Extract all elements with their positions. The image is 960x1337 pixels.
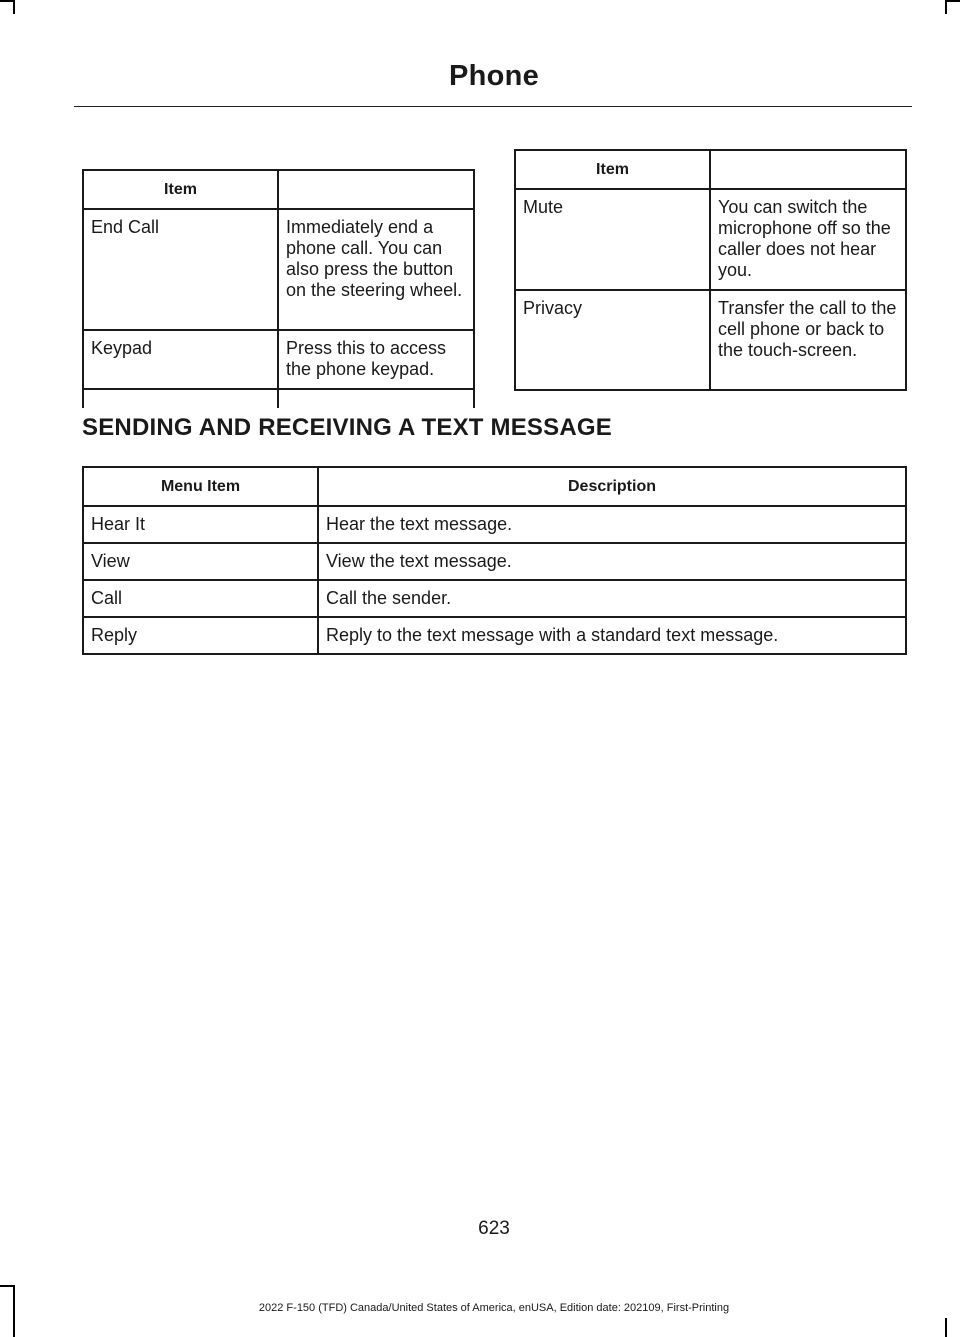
cell-description: Reply to the text message with a standard text message.	[318, 617, 906, 654]
table-row	[83, 617, 906, 654]
table-row	[83, 580, 906, 617]
cell-item: Privacy	[515, 290, 710, 390]
cell-empty	[83, 389, 278, 408]
page-title: Phone	[448, 60, 540, 92]
edition-footer: 2022 F-150 (TFD) Canada/United States of America, enUSA, Edition date: 202109, First-Printing	[258, 1302, 730, 1314]
cell-item: Hear It	[83, 506, 318, 543]
table-row	[83, 506, 906, 543]
column-header-description	[278, 170, 474, 209]
table-row-continued	[83, 389, 474, 408]
section-heading: SENDING AND RECEIVING A TEXT MESSAGE	[82, 414, 612, 441]
cell-description: Transfer the call to the cell phone or back to the touch-screen.	[710, 290, 906, 390]
page-number: 623	[478, 1218, 510, 1239]
cell-item: Mute	[515, 189, 710, 290]
table-row	[83, 330, 474, 389]
cell-empty	[278, 389, 474, 408]
cell-description: View the text message.	[318, 543, 906, 580]
crop-mark	[0, 1285, 13, 1287]
phone-controls-table-right	[514, 149, 907, 391]
column-header-description: Description	[318, 467, 906, 506]
cell-description: You can switch the microphone off so the caller does not hear you.	[710, 189, 906, 290]
header-divider	[74, 106, 912, 107]
cell-item: View	[83, 543, 318, 580]
phone-controls-table-left	[82, 169, 475, 408]
table-row	[515, 290, 906, 390]
table-row	[515, 189, 906, 290]
table-header-row	[83, 467, 906, 506]
cell-item: Call	[83, 580, 318, 617]
column-header-menu-item: Menu Item	[83, 467, 318, 506]
cell-description: Press this to access the phone keypad.	[278, 330, 474, 389]
table-row	[83, 209, 474, 330]
column-header-item: Item	[515, 150, 710, 189]
column-header-item: Item	[83, 170, 278, 209]
crop-mark	[945, 1318, 947, 1337]
column-header-description	[710, 150, 906, 189]
cell-item: Keypad	[83, 330, 278, 389]
cell-item: Reply	[83, 617, 318, 654]
text-message-table	[82, 466, 907, 655]
crop-mark	[945, 0, 947, 14]
crop-mark	[0, 0, 13, 2]
cell-description: Immediately end a phone call. You can also press the button on the steering wheel.	[278, 209, 474, 330]
crop-mark	[947, 0, 960, 2]
table-header-row	[83, 170, 474, 209]
cell-description: Hear the text message.	[318, 506, 906, 543]
table-header-row	[515, 150, 906, 189]
cell-item: End Call	[83, 209, 278, 330]
table-row	[83, 543, 906, 580]
crop-mark	[13, 0, 15, 14]
cell-description: Call the sender.	[318, 580, 906, 617]
